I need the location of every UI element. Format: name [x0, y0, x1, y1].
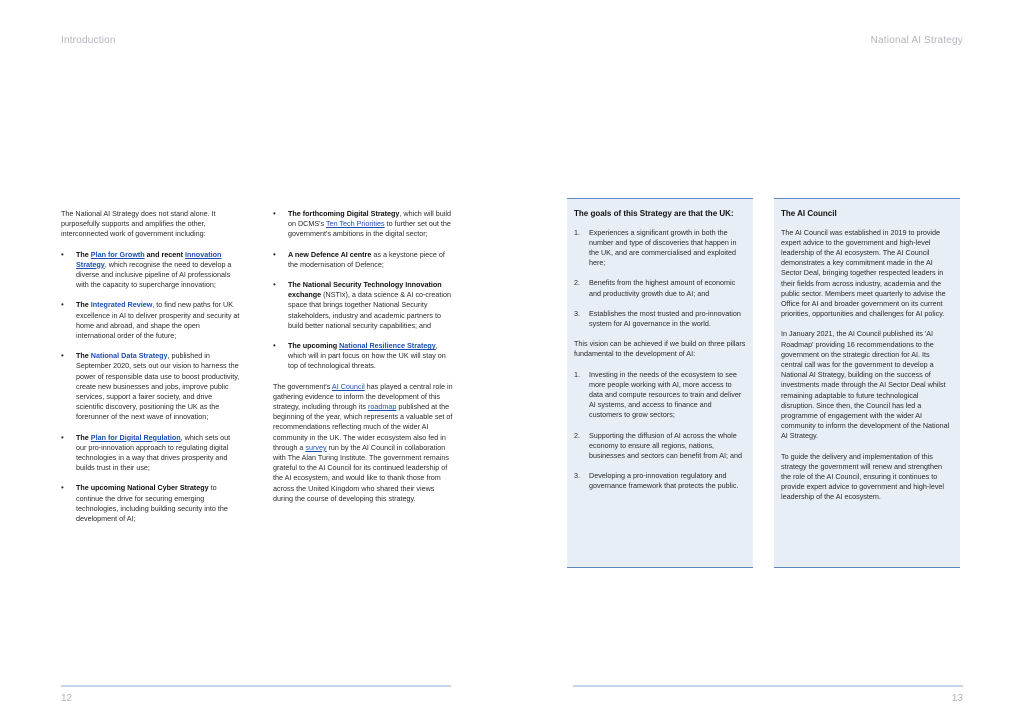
item-bold: A new Defence AI centre: [288, 249, 372, 259]
list-item: [61, 300, 241, 341]
initiatives-list: [61, 250, 241, 525]
national-data-strategy-link[interactable]: National Data Strategy: [90, 351, 168, 361]
item-text: , which will build on DCMS's: [288, 209, 451, 229]
intro-paragraph: The National AI Strategy does not stand alone. It purposefully supports and amplifies the other, interconnected work of government including:: [61, 209, 216, 239]
list-item: [61, 433, 241, 474]
item-text: , which recognise the need to develop a diverse and inclusive pipeline of AI professionals with the capacity to supercharge innovation;: [76, 259, 232, 290]
pillar-item: [574, 471, 746, 491]
goal-text: Benefits from the highest amount of economic and productivity growth due to AI; and: [589, 278, 736, 298]
item-text: , published in September 2020, sets out our vision to harness the power of responsible data use to boost productivity, create new businesses and jobs, improve public services, support a fairer society, and drive scientific discovery, positioning the UK as the forerunner of the next wave of innovation;: [76, 351, 240, 422]
initiatives-list-continued: [273, 209, 453, 372]
pillar-text: Developing a pro-innovation regulatory and governance framework that protects the public.: [589, 471, 739, 491]
goals-list: [574, 228, 746, 330]
council-paragraph: To guide the delivery and implementation of this strategy the government will renew and strengthen the role of the AI Council, ensuring it continues to provide expert advice to government and high-level leadership of the AI ecosystem.: [781, 451, 945, 502]
ai-council-link[interactable]: AI Council: [331, 381, 365, 391]
ten-tech-priorities-link[interactable]: Ten Tech Priorities: [326, 219, 385, 229]
strategy-goals-box: [567, 198, 753, 568]
ai-council-paragraph: [273, 382, 453, 504]
goal-text: Experiences a significant growth in both the number and type of discoveries that happen in the UK, and are commercialised and exploited here;: [589, 227, 737, 268]
para-text: published at the beginning of the year, which represents a valuable set of recommendations reflecting much of the wider AI community in the UK. The wider ecosystem also fed in through a: [273, 402, 453, 452]
pillar-item: [574, 370, 746, 421]
document-title-header: National AI Strategy: [870, 35, 963, 46]
pillar-number: 2.: [574, 430, 580, 440]
para-text: run by the AI Council in collaboration with The Alan Turing Institute. The government remains grateful to the AI Council for its continued leadership of the AI ecosystem, and would like to thank those from across the United Kingdom who shared their views during the course of developing this strategy.: [273, 442, 449, 503]
list-item: [61, 250, 241, 291]
plan-for-growth-link[interactable]: Plan for Growth: [90, 249, 145, 259]
list-item: [273, 209, 453, 240]
footer-divider-left: [61, 685, 451, 687]
ai-council-box: [774, 198, 960, 568]
goals-title: The goals of this Strategy are that the UK:: [574, 209, 734, 218]
section-header: Introduction: [61, 35, 116, 46]
item-bold: The upcoming: [288, 341, 340, 351]
item-text: , which sets out our pro-innovation approach to regulating digital technologies in a way that drives prosperity and builds trust in their use;: [76, 432, 231, 473]
list-item: [273, 280, 453, 331]
item-text: to continue the drive for securing emerging technologies, including building security into the development of AI;: [76, 483, 228, 524]
pillars-list: [574, 370, 746, 492]
item-bold: The forthcoming Digital Strategy: [288, 209, 400, 218]
item-prefix: The: [76, 300, 91, 310]
item-bold: The upcoming National Cyber Strategy: [76, 483, 209, 493]
digital-regulation-link[interactable]: Plan for Digital Regulation: [90, 432, 181, 442]
pillar-number: 1.: [574, 369, 580, 379]
item-prefix: The: [76, 351, 91, 361]
integrated-review-link[interactable]: Integrated Review: [90, 300, 153, 310]
para-text: The government's: [273, 381, 332, 391]
item-text: to further set out the government's ambitions in the digital sector;: [288, 219, 451, 239]
footer-divider-right: [573, 685, 963, 687]
goal-number: 3.: [574, 308, 580, 318]
list-item: [273, 341, 453, 372]
pillar-text: Supporting the diffusion of AI across the whole economy to ensure all regions, nations, businesses and sectors can benefit from AI; and: [589, 430, 743, 460]
item-prefix: The: [76, 249, 91, 259]
middle-column: [273, 209, 453, 514]
pillars-intro: This vision can be achieved if we build on three pillars fundamental to the development of AI:: [574, 339, 746, 359]
item-mid: and recent: [144, 249, 186, 259]
item-text: , which will in part focus on how the UK will stay on top of technological threats.: [288, 341, 446, 371]
goal-number: 2.: [574, 278, 580, 288]
item-text: as a keystone piece of the modernisation of Defence;: [288, 249, 445, 269]
item-prefix: The: [76, 432, 91, 442]
item-text: , to find new paths for UK excellence in AI to deliver prosperity and security at home and abroad, and shape the open international order of the future;: [76, 300, 240, 341]
goal-text: Establishes the most trusted and pro-innovation system for AI governance in the world.: [589, 308, 741, 328]
pillar-item: [574, 431, 746, 462]
page-number-right: 13: [951, 693, 963, 704]
council-paragraph: The AI Council was established in 2019 to provide expert advice to the government and high-level leadership of the AI ecosystem. The AI Council demonstrates a key commitment made in the AI Sector Deal, bringing together respected leaders in their fields from across industry, academia and the public sector. Members meet quarterly to advise the Office for AI and broader government on its current priorities, opportunities and challenges for AI policy.: [781, 227, 946, 319]
goal-item: [574, 278, 746, 298]
left-column: [61, 209, 241, 534]
list-item: [61, 483, 241, 524]
list-item: [273, 250, 453, 270]
council-title: The AI Council: [781, 209, 837, 218]
innovation-strategy-link[interactable]: Innovation Strategy: [76, 249, 222, 269]
roadmap-link[interactable]: roadmap: [367, 402, 397, 412]
pillar-text: Investing in the needs of the ecosystem to see more people working with AI, more access to data and compute resources to train and deliver AI systems, and access to finance and customers to grow sectors;: [589, 369, 742, 420]
goal-item: [574, 309, 746, 329]
goal-item: [574, 228, 746, 269]
national-resilience-strategy-link[interactable]: National Resilience Strategy: [339, 341, 436, 351]
goal-number: 1.: [574, 227, 580, 237]
list-item: [61, 351, 241, 422]
item-text: (NSTIx), a data science & AI co-creation space that brings together National Security stakeholders, industry and academic partners to build better national security capabilities; and: [288, 290, 451, 330]
pillar-number: 3.: [574, 471, 580, 481]
para-text: has played a central role in gathering evidence to inform the development of this strategy, including through its: [273, 381, 453, 412]
page-number-left: 12: [61, 693, 73, 704]
survey-link[interactable]: survey: [305, 442, 327, 452]
council-paragraph: In January 2021, the AI Council published its 'AI Roadmap' providing 16 recommendations to the government on the strategic direction for AI. Its central call was for the government to develop a National AI Strategy, building on the success of investments made through the AI Sector Deal whilst remaining adaptable to future technological disruption. Since then, the Council has led a programme of engagement with the wider AI community to inform the development of the National AI Strategy.: [781, 329, 950, 441]
item-bold: The National Security Technology Innovation exchange: [288, 280, 442, 300]
